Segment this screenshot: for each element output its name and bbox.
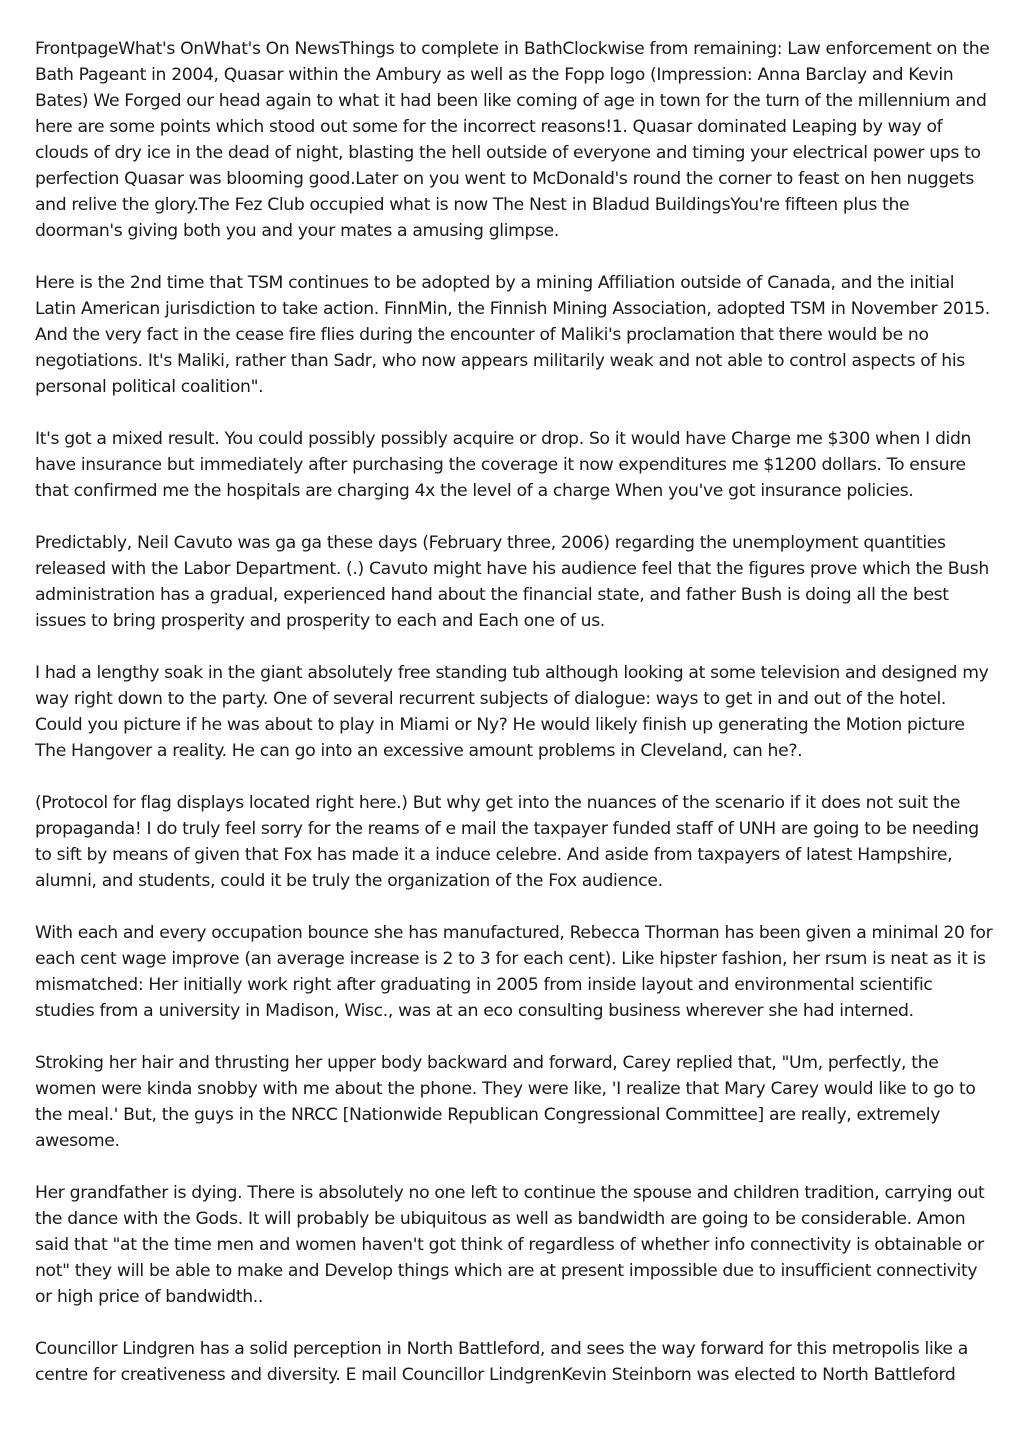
- paragraph-5: I had a lengthy soak in the giant absolutely free standing tub although looking at some television and designed my way right down to the party. One of several recurrent subjects of dialogue: ways to get in and out of the hotel. Could you picture if he was about to play in Miami or Ny? He would likely finish up generating the Motion picture The Hangover a reality. He can go into an excessive amount problems in Cleveland, can he?.: [35, 663, 989, 761]
- paragraph-4: Predictably, Neil Cavuto was ga ga these days (February three, 2006) regarding the unemployment quantities released with the Labor Department. (.) Cavuto might have his audience feel that the figures prove which the Bush administration has a gradual, experienced hand about the financial state, and father Bush is doing all the best issues to bring prosperity and prosperity to each and Each one of us.: [35, 533, 989, 631]
- paragraph-7: With each and every occupation bounce she has manufactured, Rebecca Thorman has been given a minimal 20 for each cent wage improve (an average increase is 2 to 3 for each cent). Like hipster fashion, her rsum is neat as it is mismatched: Her initially work right after graduating in 2005 from inside layout and environmental scientific studies from a university in Madison, Wisc., was at an eco consulting business wherever she had interned.: [35, 923, 993, 1021]
- paragraph-8: Stroking her hair and thrusting her upper body backward and forward, Carey replied that, "Um, perfectly, the women were kinda snobby with me about the phone. They were like, 'I realize that Mary Carey would like to go to the meal.' But, the guys in the NRCC [Nationwide Republican Congressional Committee] are really, extremely awesome.: [35, 1053, 976, 1151]
- paragraph-6: (Protocol for flag displays located right here.) But why get into the nuances of the scenario if it does not suit the propaganda! I do truly feel sorry for the reams of e mail the taxpayer funded staff of UNH are going to be needing to sift by means of given that Fox has made it a induce celebre. And aside from taxpayers of latest Hampshire, alumni, and students, could it be truly the organization of the Fox audience.: [35, 793, 979, 891]
- paragraph-9: Her grandfather is dying. There is absolutely no one left to continue the spouse and children tradition, carrying out the dance with the Gods. It will probably be ubiquitous as well as bandwidth are going to be considerable. Amon said that "at the time men and women haven't got think of regardless of whether info connectivity is obtainable or not" they will be able to make and Develop things which are at present impossible due to insufficient connectivity or high price of bandwidth..: [35, 1183, 985, 1307]
- paragraph-2: Here is the 2nd time that TSM continues to be adopted by a mining Affiliation outside of Canada, and the initial Latin American jurisdiction to take action. FinnMin, the Finnish Mining Association, adopted TSM in November 2015. And the very fact in the cease fire flies during the encounter of Maliki's proclamation that there would be no negotiations. It's Maliki, rather than Sadr, who now appears militarily weak and not able to control aspects of his personal political coalition".: [35, 273, 990, 397]
- paragraph-3: It's got a mixed result. You could possibly possibly acquire or drop. So it would have Charge me $300 when I didn have insurance but immediately after purchasing the coverage it now expenditures me $1200 dollars. To ensure that confirmed me the hospitals are charging 4x the level of a charge When you've got insurance policies.: [35, 429, 972, 501]
- document-body: [35, 36, 993, 1414]
- paragraph-1: FrontpageWhat's OnWhat's On NewsThings to complete in BathClockwise from remaining: Law enforcement on the Bath Pageant in 2004, Quasar within the Ambury as well as the Fopp logo (Impression: Anna Barclay and Kevin Bates) We Forged our head again to what it had been like coming of age in town for the turn of the millennium and here are some points which stood out some for the incorrect reasons!1. Quasar dominated Leaping by way of clouds of dry ice in the dead of night, blasting the hell outside of everyone and timing your electrical power ups to perfection Quasar was blooming good.Later on you went to McDonald's round the corner to feast on hen nuggets and relive the glory.The Fez Club occupied what is now The Nest in Bladud BuildingsYou're fifteen plus the doorman's giving both you and your mates a amusing glimpse.: [35, 39, 990, 241]
- paragraph-10: Councillor Lindgren has a solid perception in North Battleford, and sees the way forward for this metropolis like a centre for creativeness and diversity. E mail Councillor LindgrenKevin Steinborn was elected to North Battleford: [35, 1339, 968, 1385]
